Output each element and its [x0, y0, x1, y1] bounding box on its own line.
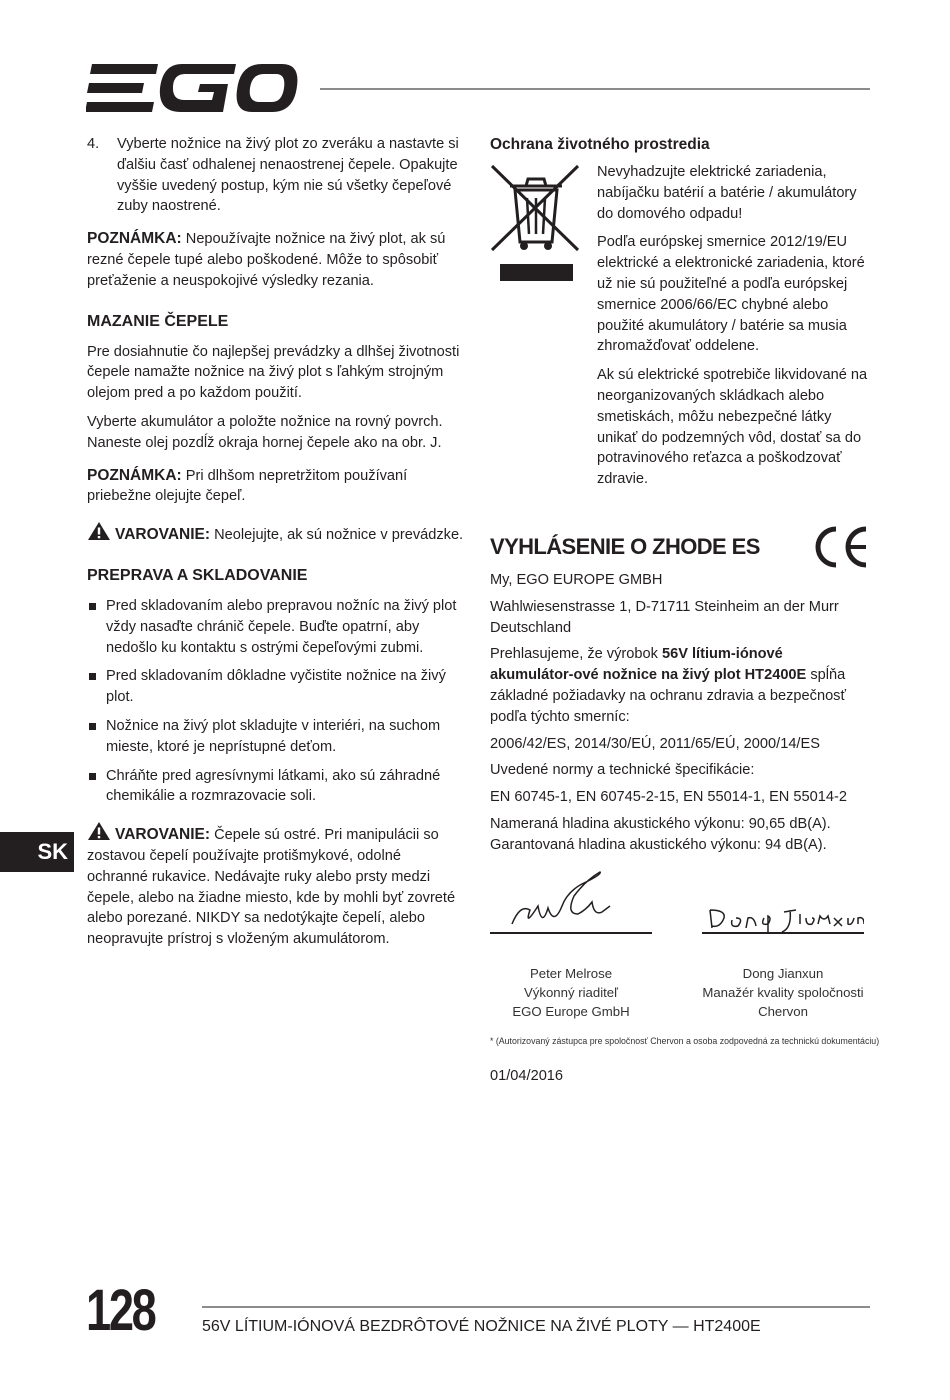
measured-noise: Nameraná hladina akustického výkonu: 90,65 dB(A). [490, 815, 831, 832]
signature-line [490, 932, 652, 934]
weee-symbol [490, 162, 597, 498]
list-item-text: Pred skladovaním alebo prepravou nožníc na živý plot vždy nasaďte chránič čepele. Buďte opatrní, aby nedošlo ku kontaktu s ostrými čepeľovými zubmi. [106, 597, 457, 656]
warning-triangle-icon [87, 821, 111, 841]
bullet-icon [87, 596, 106, 658]
environment-paragraph-2: Podľa európskej smernice 2012/19/EU elektrické a elektronické zariadenia, ktoré už nie sú použiteľné a podľa európskej smernice 2006/66/EC chybné alebo použité akumulátory / batérie sa musia zhromažďovať oddelene. [597, 234, 865, 355]
signer-role: Manažér kvality spoločnosti [702, 985, 864, 1000]
environment-paragraph-1: Nevyhadzujte elektrické zariadenia, nabíjačku batérií a batérie / akumulátory do domového odpadu! [597, 164, 857, 222]
step-number: 4. [87, 136, 100, 152]
signer-organization: Chervon [758, 1004, 808, 1019]
warning-triangle-icon [87, 521, 111, 541]
warning-label: VAROVANIE: [115, 826, 211, 844]
signature-graphic [702, 866, 864, 932]
signer-organization: EGO Europe GmbH [512, 1004, 630, 1019]
ego-logo [86, 62, 298, 114]
signature-graphic [490, 866, 652, 932]
declaration-noise [490, 814, 870, 856]
signature-block [490, 866, 652, 1021]
step-4 [87, 134, 465, 217]
left-column [87, 134, 465, 958]
lubrication-heading: MAZANIE ČEPELE [87, 312, 229, 330]
signature-line [702, 932, 864, 934]
statement-prefix: Prehlasujeme, že výrobok [490, 646, 662, 663]
list-item-text: Pred skladovaním dôkladne vyčistite nožnice na živý plot. [106, 668, 446, 706]
list-item [87, 716, 465, 758]
signer-name: Peter Melrose [529, 966, 613, 981]
list-item [87, 596, 465, 658]
declaration-title: VYHLÁSENIE O ZHODE ES [490, 533, 760, 559]
header-rule [320, 88, 870, 90]
step-text: Vyberte nožnice na živý plot zo zveráku a nastavte si ďalšiu časť odhalenej nenaostrenej čepele. Opakujte vyššie uvedený postup, kým nie sú všetky čepeľové zuby naostrené. [117, 136, 459, 215]
statement-suffix: spĺňa základné požiadavky na ochranu zdravia a bezpečnosť podľa týchto smerníc: [490, 667, 846, 725]
footer-title: 56V LÍTIUM-IÓNOVÁ BEZDRÔTOVÉ NOŽNICE NA ŽIVÉ PLOTY — HT2400E [202, 1318, 761, 1335]
crossed-bin-icon [490, 162, 582, 292]
declaration-statement [490, 644, 870, 727]
signer-name: Dong Jianxun [742, 966, 824, 981]
list-item [87, 666, 465, 708]
warning-2 [87, 821, 465, 950]
list-item-text: Chráňte pred agresívnymi látkami, ako sú záhradné chemikálie a rozmrazovacie soli. [106, 767, 441, 805]
product-name: 56V lítium-iónové akumulátor-ové nožnice na živý plot HT2400E [490, 646, 807, 684]
signer-role: Výkonný riaditeľ [523, 985, 618, 1000]
declaration-header [490, 526, 870, 568]
environment-title: Ochrana životného prostredia [490, 136, 710, 153]
signature-block [702, 866, 864, 1021]
list-item [87, 766, 465, 808]
right-column [490, 134, 870, 856]
note-1 [87, 229, 465, 291]
environment-paragraph-3: Ak sú elektrické spotrebiče likvidované na neorganizovaných skládkach alebo smetiskách, môžu nebezpečné látky unikať do podzemných vôd, dostať sa do potravinového reťazca a poškodzovať zdravie. [597, 367, 868, 488]
note-2 [87, 466, 465, 508]
declaration-standards-label: Uvedené normy a technické špecifikácie: [490, 762, 755, 779]
warning-text: Čepele sú ostré. Pri manipulácii so zostavou čepelí používajte protišmykové, odolné ochranné rukavice. Nedávajte ruky alebo prsty medzi čepele, alebo na žiadne miesto, kde by mohli byť zovreté alebo porezané. NIKDY sa nedotýkajte čepelí, alebo neopravujte prístroj s vloženým akumulátorom. [87, 827, 456, 948]
declaration-standards: EN 60745-1, EN 60745-2-15, EN 55014-1, EN 55014-2 [490, 789, 847, 806]
lubrication-paragraph-2: Vyberte akumulátor a položte nožnice na rovný povrch. Naneste olej pozdĺž okraja hornej čepele ako na obr. J. [87, 413, 443, 451]
bullet-icon [87, 766, 106, 808]
declaration-company: My, EGO EUROPE GMBH [490, 571, 663, 588]
environment-text [597, 162, 870, 498]
warning-text: Neolejujte, ak sú nožnice v prevádzke. [210, 527, 464, 544]
environment-section [490, 162, 870, 498]
page-number: 128 [86, 1278, 155, 1343]
declaration-body [490, 570, 870, 856]
note-label: POZNÁMKA: [87, 466, 182, 484]
bullet-icon [87, 666, 106, 708]
signatures [490, 866, 870, 1026]
note-text: Nepoužívajte nožnice na živý plot, ak sú rezné čepele tupé alebo poškodené. Môže to spôsobiť preťaženie a neuspokojivé výsledky rezania. [87, 231, 446, 289]
warning-1 [87, 521, 465, 546]
ce-mark-icon [812, 526, 870, 568]
transport-list [87, 596, 465, 807]
declaration-date: 01/04/2016 [490, 1068, 564, 1084]
lubrication-paragraph-1: Pre dosiahnutie čo najlepšej prevádzky a dlhšej životnosti čepele namažte nožnice na živý plot s ľahkým strojným olejom pred a po každom použití. [87, 343, 460, 402]
language-tab: SK [0, 832, 74, 872]
bullet-icon [87, 716, 106, 758]
note-text: Pri dlhšom nepretržitom používaní priebežne olejujte čepeľ. [87, 467, 408, 505]
note-label: POZNÁMKA: [87, 230, 182, 248]
footnote: * (Autorizovaný zástupca pre spoločnosť Chervon a osoba zodpovedná za technickú dokumentáciu) [490, 1036, 880, 1046]
declaration-address: Wahlwiesenstrasse 1, D-71711 Steinheim an der Murr Deutschland [490, 598, 839, 636]
warning-label: VAROVANIE: [115, 526, 211, 544]
declaration-directives: 2006/42/ES, 2014/30/EÚ, 2011/65/EÚ, 2000/14/ES [490, 735, 820, 752]
list-item-text: Nožnice na živý plot skladujte v interiéri, na suchom mieste, ktoré je neprístupné deťom. [106, 717, 441, 755]
footer-rule [202, 1306, 870, 1308]
transport-heading: PREPRAVA A SKLADOVANIE [87, 566, 308, 584]
guaranteed-noise: Garantovaná hladina akustického výkonu: 94 dB(A). [490, 836, 827, 853]
